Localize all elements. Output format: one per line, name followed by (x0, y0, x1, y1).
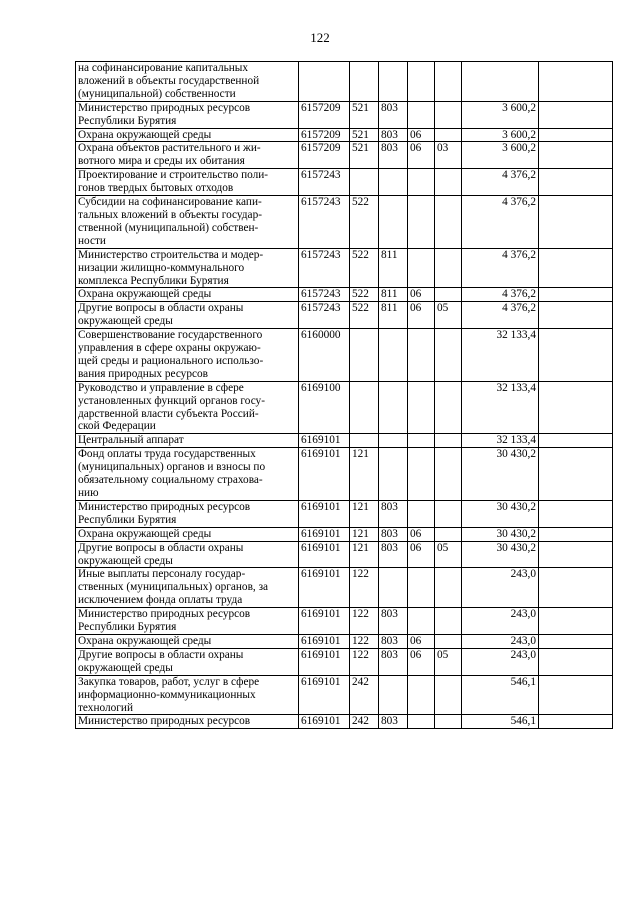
blank-cell (539, 302, 613, 329)
table-row (76, 527, 613, 541)
amount-cell: 243,0 (462, 608, 539, 635)
table-row (76, 608, 613, 635)
target-article-code-cell: 6157209 (299, 128, 350, 142)
blank-cell (539, 448, 613, 501)
ministry-code-cell: 803 (379, 541, 408, 568)
amount-cell: 32 133,4 (462, 381, 539, 434)
expense-type-code-cell (350, 329, 379, 382)
ministry-code-cell (379, 381, 408, 434)
amount-cell: 243,0 (462, 568, 539, 608)
amount-cell: 4 376,2 (462, 302, 539, 329)
table-row (76, 675, 613, 715)
ministry-code-cell: 803 (379, 715, 408, 729)
subsection-code-cell (435, 715, 462, 729)
subsection-code-cell: 05 (435, 302, 462, 329)
blank-cell (539, 196, 613, 249)
target-article-code-cell: 6169101 (299, 434, 350, 448)
amount-cell: 4 376,2 (462, 288, 539, 302)
subsection-code-cell (435, 448, 462, 501)
subsection-code-cell (435, 128, 462, 142)
ministry-code-cell: 811 (379, 248, 408, 288)
blank-cell (539, 608, 613, 635)
amount-cell: 4 376,2 (462, 196, 539, 249)
blank-cell (539, 288, 613, 302)
subsection-code-cell (435, 500, 462, 527)
subsection-code-cell (435, 101, 462, 128)
table-row (76, 128, 613, 142)
ministry-code-cell: 803 (379, 527, 408, 541)
expenditure-name-cell: Охрана окружающей среды (76, 128, 299, 142)
target-article-code-cell: 6169101 (299, 648, 350, 675)
amount-cell: 546,1 (462, 675, 539, 715)
target-article-code-cell: 6157209 (299, 101, 350, 128)
expense-type-code-cell (350, 434, 379, 448)
ministry-code-cell (379, 169, 408, 196)
amount-cell: 4 376,2 (462, 169, 539, 196)
target-article-code-cell: 6157243 (299, 288, 350, 302)
subsection-code-cell (435, 248, 462, 288)
table-row (76, 142, 613, 169)
section-code-cell (408, 196, 435, 249)
expenditure-name-cell: Субсидии на софинансирование капи- тальных вложений в объекты государ- ственной (муниципальной) собствен- ности (76, 196, 299, 249)
expenditure-name-cell: Руководство и управление в сфере установленных функций органов госу- дарственной власти субъекта Россий- ской Федерации (76, 381, 299, 434)
section-code-cell (408, 675, 435, 715)
blank-cell (539, 329, 613, 382)
target-article-code-cell: 6160000 (299, 329, 350, 382)
blank-cell (539, 527, 613, 541)
section-code-cell (408, 448, 435, 501)
expense-type-code-cell: 121 (350, 500, 379, 527)
section-code-cell (408, 62, 435, 102)
expense-type-code-cell: 522 (350, 248, 379, 288)
expenditure-name-cell: Министерство природных ресурсов Республики Бурятия (76, 608, 299, 635)
blank-cell (539, 101, 613, 128)
blank-cell (539, 675, 613, 715)
expenditure-name-cell: на софинансирование капитальных вложений в объекты государственной (муниципальной) собственности (76, 62, 299, 102)
amount-cell: 243,0 (462, 648, 539, 675)
table-row (76, 715, 613, 729)
subsection-code-cell (435, 196, 462, 249)
subsection-code-cell (435, 434, 462, 448)
blank-cell (539, 715, 613, 729)
amount-cell: 30 430,2 (462, 448, 539, 501)
expense-type-code-cell: 122 (350, 608, 379, 635)
expenditure-name-cell: Центральный аппарат (76, 434, 299, 448)
ministry-code-cell (379, 196, 408, 249)
section-code-cell (408, 329, 435, 382)
table-row (76, 381, 613, 434)
section-code-cell (408, 500, 435, 527)
table-row (76, 448, 613, 501)
ministry-code-cell (379, 568, 408, 608)
target-article-code-cell: 6169101 (299, 634, 350, 648)
blank-cell (539, 381, 613, 434)
amount-cell: 546,1 (462, 715, 539, 729)
expenditure-name-cell: Другие вопросы в области охраны окружающей среды (76, 541, 299, 568)
section-code-cell (408, 715, 435, 729)
subsection-code-cell (435, 568, 462, 608)
expenditure-name-cell: Охрана окружающей среды (76, 288, 299, 302)
expense-type-code-cell: 122 (350, 634, 379, 648)
table-row (76, 541, 613, 568)
blank-cell (539, 434, 613, 448)
section-code-cell (408, 381, 435, 434)
ministry-code-cell (379, 448, 408, 501)
table-row (76, 648, 613, 675)
ministry-code-cell: 803 (379, 500, 408, 527)
target-article-code-cell: 6169101 (299, 715, 350, 729)
blank-cell (539, 142, 613, 169)
amount-cell: 32 133,4 (462, 434, 539, 448)
target-article-code-cell: 6169100 (299, 381, 350, 434)
section-code-cell (408, 434, 435, 448)
table-row (76, 101, 613, 128)
amount-cell: 30 430,2 (462, 541, 539, 568)
table-row (76, 634, 613, 648)
expense-type-code-cell: 242 (350, 715, 379, 729)
amount-cell: 32 133,4 (462, 329, 539, 382)
expense-type-code-cell: 522 (350, 288, 379, 302)
expense-type-code-cell: 242 (350, 675, 379, 715)
expenditure-name-cell: Министерство природных ресурсов (76, 715, 299, 729)
ministry-code-cell: 803 (379, 608, 408, 635)
table-row (76, 196, 613, 249)
table-row (76, 169, 613, 196)
ministry-code-cell: 803 (379, 128, 408, 142)
subsection-code-cell (435, 634, 462, 648)
subsection-code-cell (435, 62, 462, 102)
table-row (76, 329, 613, 382)
section-code-cell (408, 568, 435, 608)
section-code-cell (408, 608, 435, 635)
expenditure-name-cell: Охрана окружающей среды (76, 634, 299, 648)
expenditure-name-cell: Совершенствование государственного управления в сфере охраны окружаю- щей среды и рационального использо- вания природных ресурсов (76, 329, 299, 382)
amount-cell: 3 600,2 (462, 128, 539, 142)
subsection-code-cell (435, 169, 462, 196)
amount-cell: 30 430,2 (462, 527, 539, 541)
expense-type-code-cell (350, 381, 379, 434)
ministry-code-cell: 811 (379, 288, 408, 302)
expenditure-name-cell: Министерство природных ресурсов Республики Бурятия (76, 500, 299, 527)
blank-cell (539, 541, 613, 568)
subsection-code-cell: 05 (435, 648, 462, 675)
section-code-cell: 06 (408, 302, 435, 329)
expense-type-code-cell: 122 (350, 568, 379, 608)
subsection-code-cell (435, 527, 462, 541)
table-body (76, 62, 613, 729)
ministry-code-cell: 803 (379, 648, 408, 675)
subsection-code-cell (435, 288, 462, 302)
section-code-cell (408, 169, 435, 196)
target-article-code-cell: 6157243 (299, 248, 350, 288)
subsection-code-cell (435, 675, 462, 715)
expenditure-name-cell: Фонд оплаты труда государственных (муниципальных) органов и взносы по обязательному социальному страхова- нию (76, 448, 299, 501)
target-article-code-cell (299, 62, 350, 102)
expenditure-name-cell: Проектирование и строительство поли- гонов твердых бытовых отходов (76, 169, 299, 196)
blank-cell (539, 634, 613, 648)
target-article-code-cell: 6169101 (299, 608, 350, 635)
ministry-code-cell (379, 675, 408, 715)
section-code-cell: 06 (408, 541, 435, 568)
subsection-code-cell (435, 381, 462, 434)
target-article-code-cell: 6157209 (299, 142, 350, 169)
amount-cell: 4 376,2 (462, 248, 539, 288)
expense-type-code-cell: 521 (350, 128, 379, 142)
blank-cell (539, 248, 613, 288)
blank-cell (539, 500, 613, 527)
expenditure-name-cell: Охрана объектов растительного и жи- вотного мира и среды их обитания (76, 142, 299, 169)
amount-cell (462, 62, 539, 102)
table-row (76, 568, 613, 608)
table-row (76, 288, 613, 302)
amount-cell: 243,0 (462, 634, 539, 648)
subsection-code-cell (435, 608, 462, 635)
section-code-cell: 06 (408, 288, 435, 302)
expenditure-name-cell: Иные выплаты персоналу государ- ственных (муниципальных) органов, за исключением фонда оплаты труда (76, 568, 299, 608)
blank-cell (539, 62, 613, 102)
ministry-code-cell: 811 (379, 302, 408, 329)
expenditure-name-cell: Другие вопросы в области охраны окружающей среды (76, 302, 299, 329)
section-code-cell: 06 (408, 142, 435, 169)
expense-type-code-cell (350, 62, 379, 102)
expense-type-code-cell: 122 (350, 648, 379, 675)
expense-type-code-cell: 522 (350, 302, 379, 329)
table-row (76, 62, 613, 102)
table-row (76, 248, 613, 288)
amount-cell: 30 430,2 (462, 500, 539, 527)
expense-type-code-cell: 121 (350, 541, 379, 568)
target-article-code-cell: 6169101 (299, 568, 350, 608)
blank-cell (539, 568, 613, 608)
expenditure-name-cell: Закупка товаров, работ, услуг в сфере информационно-коммуникационных технологий (76, 675, 299, 715)
expense-type-code-cell (350, 169, 379, 196)
page-number: 122 (310, 30, 330, 45)
section-code-cell (408, 101, 435, 128)
amount-cell: 3 600,2 (462, 142, 539, 169)
expenditure-name-cell: Другие вопросы в области охраны окружающей среды (76, 648, 299, 675)
expense-type-code-cell: 121 (350, 448, 379, 501)
section-code-cell: 06 (408, 648, 435, 675)
table-row (76, 434, 613, 448)
expense-type-code-cell: 121 (350, 527, 379, 541)
expenditure-name-cell: Охрана окружающей среды (76, 527, 299, 541)
expense-type-code-cell: 521 (350, 142, 379, 169)
ministry-code-cell: 803 (379, 142, 408, 169)
expense-type-code-cell: 522 (350, 196, 379, 249)
target-article-code-cell: 6169101 (299, 527, 350, 541)
blank-cell (539, 128, 613, 142)
subsection-code-cell: 05 (435, 541, 462, 568)
target-article-code-cell: 6169101 (299, 541, 350, 568)
table-row (76, 500, 613, 527)
section-code-cell: 06 (408, 128, 435, 142)
ministry-code-cell (379, 329, 408, 382)
ministry-code-cell: 803 (379, 101, 408, 128)
section-code-cell: 06 (408, 527, 435, 541)
table-row (76, 302, 613, 329)
budget-table (75, 61, 613, 729)
expenditure-name-cell: Министерство строительства и модер- низации жилищно-коммунального комплекса Республики Бурятия (76, 248, 299, 288)
blank-cell (539, 648, 613, 675)
expenditure-name-cell: Министерство природных ресурсов Республики Бурятия (76, 101, 299, 128)
target-article-code-cell: 6169101 (299, 675, 350, 715)
expense-type-code-cell: 521 (350, 101, 379, 128)
section-code-cell: 06 (408, 634, 435, 648)
ministry-code-cell (379, 434, 408, 448)
target-article-code-cell: 6169101 (299, 500, 350, 527)
subsection-code-cell: 03 (435, 142, 462, 169)
ministry-code-cell (379, 62, 408, 102)
ministry-code-cell: 803 (379, 634, 408, 648)
section-code-cell (408, 248, 435, 288)
amount-cell: 3 600,2 (462, 101, 539, 128)
subsection-code-cell (435, 329, 462, 382)
target-article-code-cell: 6157243 (299, 302, 350, 329)
blank-cell (539, 169, 613, 196)
target-article-code-cell: 6157243 (299, 196, 350, 249)
target-article-code-cell: 6157243 (299, 169, 350, 196)
target-article-code-cell: 6169101 (299, 448, 350, 501)
